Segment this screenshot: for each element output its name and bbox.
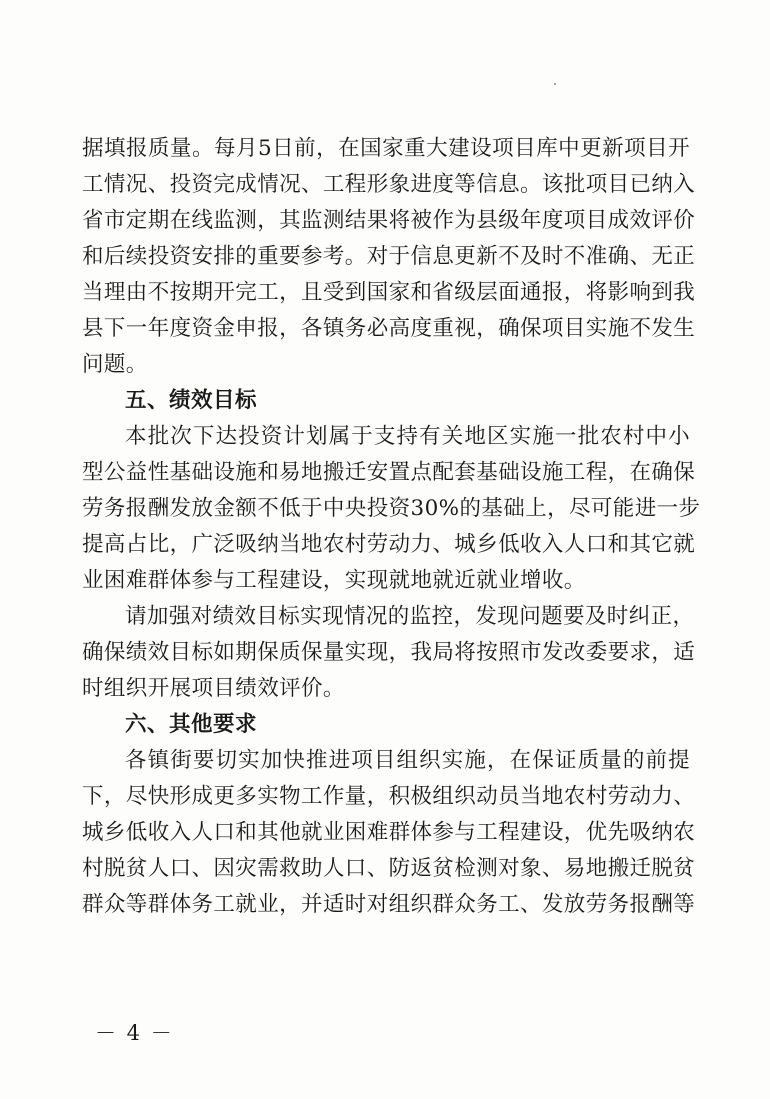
scan-speck	[554, 83, 556, 85]
document-body	[82, 131, 701, 923]
paragraph-performance-scope	[82, 419, 701, 599]
text-line: 确保绩效目标如期保质保量实现，我局将按照市发改委要求，适	[82, 640, 696, 665]
text-line: 问题。	[82, 352, 148, 377]
text-line: 型公益性基础设施和易地搬迁安置点配套基础设施工程，在确保	[82, 460, 696, 485]
text-line: 城乡低收入人口和其他就业困难群体参与工程建设，优先吸纳农	[82, 820, 696, 845]
text-line: 本批次下达投资计划属于支持有关地区实施一批农村中小	[125, 424, 690, 449]
text-line: 下，尽快形成更多实物工作量，积极组织动员当地农村劳动力、	[82, 784, 696, 809]
text-line: 工情况、投资完成情况、工程形象进度等信息。该批项目已纳入	[82, 172, 696, 197]
paragraph-other-requirements	[82, 743, 696, 923]
section-heading-other-requirements: 六、其他要求	[125, 712, 258, 737]
text-line: 业困难群体参与工程建设，实现就地就近就业增收。	[82, 568, 586, 593]
text-line: 请加强对绩效目标实现情况的监控，发现问题要及时纠正，	[125, 604, 695, 629]
paragraph-continued	[82, 131, 696, 383]
text-line: 提高占比，广泛吸纳当地农村劳动力、城乡低收入人口和其它就	[82, 532, 696, 557]
page-number: － 4 －	[95, 1021, 174, 1045]
text-line: 当理由不按期开完工，且受到国家和省级层面通报，将影响到我	[82, 280, 696, 305]
text-line: 县下一年度资金申报，各镇务必高度重视，确保项目实施不发生	[82, 316, 696, 341]
text-line: 省市定期在线监测，其监测结果将被作为县级年度项目成效评价	[82, 208, 696, 233]
text-line: 时组织开展项目绩效评价。	[82, 676, 345, 701]
text-line: 村脱贫人口、因灾需救助人口、防返贫检测对象、易地搬迁脱贫	[82, 856, 696, 881]
section-heading-performance-goals: 五、绩效目标	[125, 388, 258, 413]
text-line: 据填报质量。每月5日前，在国家重大建设项目库中更新项目开	[82, 136, 690, 161]
text-line: 各镇街要切实加快推进项目组织实施，在保证质量的前提	[125, 748, 690, 773]
text-line: 劳务报酬发放金额不低于中央投资30%的基础上，尽可能进一步	[82, 496, 701, 521]
text-line: 和后续投资安排的重要参考。对于信息更新不及时不准确、无正	[82, 244, 696, 269]
paragraph-performance-monitoring	[82, 599, 696, 707]
text-line: 群众等群体务工就业，并适时对组织群众务工、发放劳务报酬等	[82, 892, 696, 917]
